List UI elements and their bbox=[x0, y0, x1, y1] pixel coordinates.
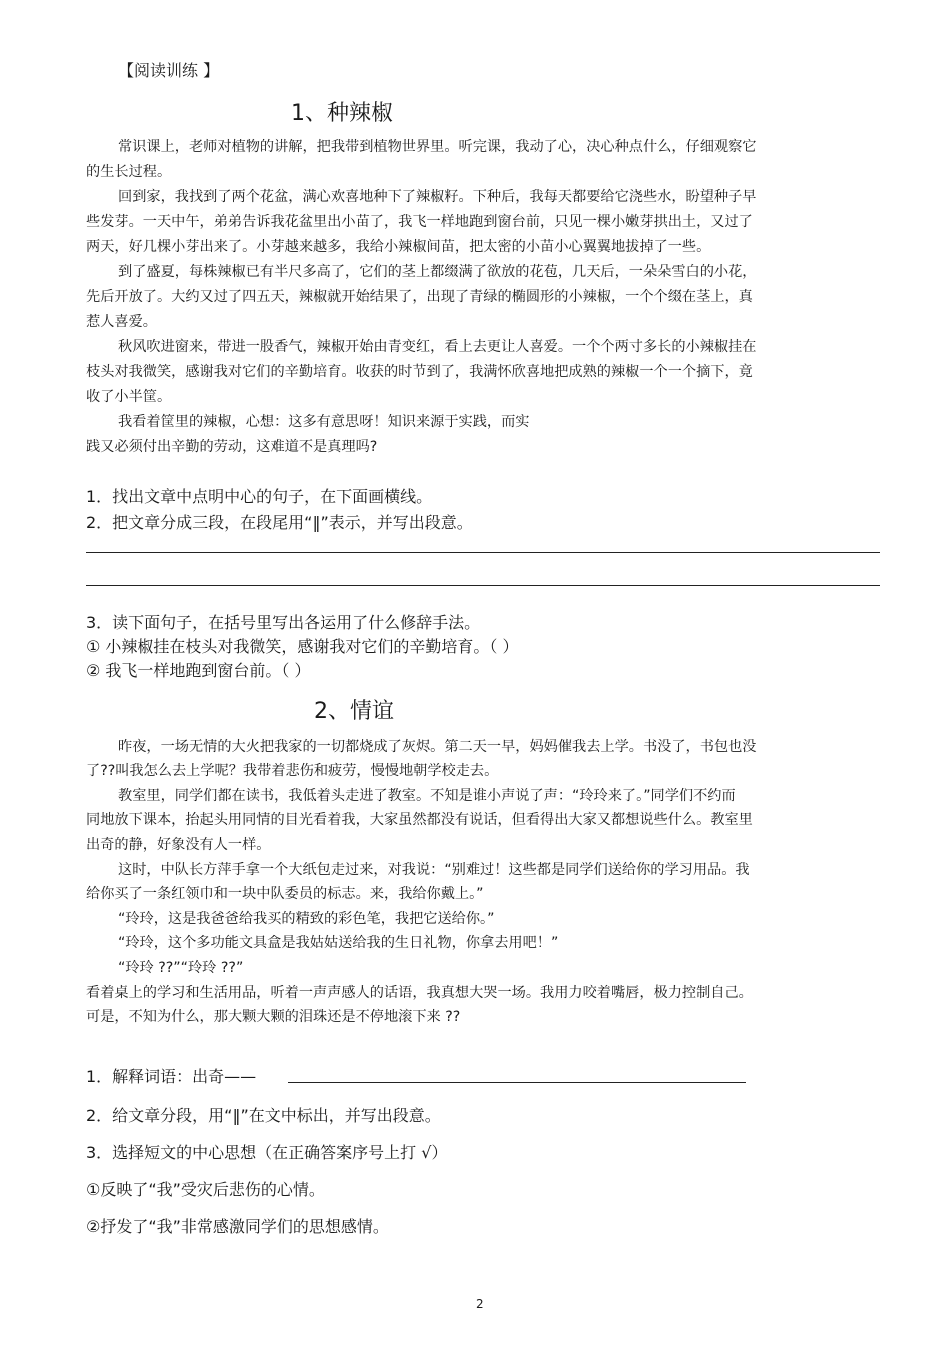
question-1: 1．解释词语：出奇—— bbox=[86, 1067, 257, 1086]
page-number: 2 bbox=[476, 1297, 484, 1311]
paragraph-line: 我看着筐里的辣椒，心想：这多有意思呀！知识来源于实践，而实 bbox=[118, 414, 530, 430]
question-3: 3．选择短文的中心思想（在正确答案序号上打 √） bbox=[86, 1143, 448, 1162]
question-3-item-2: ② 我飞一样地跑到窗台前。（ ） bbox=[86, 661, 311, 680]
paragraph-line: 给你买了一条红领巾和一块中队委员的标志。来，我给你戴上。” bbox=[86, 886, 484, 902]
question-1: 1．找出文章中点明中心的句子，在下面画横线。 bbox=[86, 487, 433, 506]
paragraph-line: “玲玲，这个多功能文具盒是我姑姑送给我的生日礼物，你拿去用吧！” bbox=[118, 935, 559, 951]
question-2: 2．把文章分成三段，在段尾用“‖”表示，并写出段意。 bbox=[86, 513, 473, 532]
answer-line[interactable] bbox=[86, 585, 880, 586]
paragraph-line: 收了小半筐。 bbox=[86, 389, 172, 405]
paragraph-line: 了??叫我怎么去上学呢？我带着悲伤和疲劳，慢慢地朝学校走去。 bbox=[86, 763, 499, 779]
article-title-1: 1、种辣椒 bbox=[291, 101, 393, 126]
paragraph-line: 可是，不知为什么，那大颗大颗的泪珠还是不停地滚下来 ?? bbox=[86, 1009, 461, 1025]
paragraph-line: 践又必须付出辛勤的劳动，这难道不是真理吗? bbox=[86, 439, 378, 455]
paragraph-line: 先后开放了。大约又过了四五天，辣椒就开始结果了，出现了青绿的椭圆形的小辣椒，一个个缀在茎上，真 bbox=[86, 289, 753, 305]
paragraph-line: 教室里，同学们都在读书，我低着头走进了教室。不知是谁小声说了声：“玲玲来了。”同学们不约而 bbox=[118, 788, 736, 804]
paragraph-line: 这时，中队长方萍手拿一个大纸包走过来，对我说：“别难过！这些都是同学们送给你的学习用品。我 bbox=[118, 862, 750, 878]
paragraph-line: “玲玲 ??”“玲玲 ??” bbox=[118, 960, 244, 976]
paragraph-line: 些发芽。一天中午，弟弟告诉我花盆里出小苗了，我飞一样地跑到窗台前，只见一棵小嫩芽拱出土，又过了 bbox=[86, 214, 753, 230]
paragraph-line: 出奇的静，好象没有人一样。 bbox=[86, 837, 271, 853]
paragraph-line: 同地放下课本，抬起头用同情的目光看着我，大家虽然都没有说话，但看得出大家又都想说些什么。教室里 bbox=[86, 812, 753, 828]
paragraph-line: 秋风吹进窗来，带进一股香气，辣椒开始由青变红，看上去更让人喜爱。一个个两寸多长的小辣椒挂在 bbox=[118, 339, 757, 355]
paragraph-line: 回到家，我找到了两个花盆，满心欢喜地种下了辣椒籽。下种后，我每天都要给它浇些水，盼望种子早 bbox=[118, 189, 757, 205]
paragraph-line: 到了盛夏，每株辣椒已有半尺多高了，它们的茎上都缀满了欲放的花苞，几天后，一朵朵雪白的小花， bbox=[118, 264, 757, 280]
question-3: 3．读下面句子，在括号里写出各运用了什么修辞手法。 bbox=[86, 613, 481, 632]
paragraph-line: 枝头对我微笑，感谢我对它们的辛勤培育。收获的时节到了，我满怀欣喜地把成熟的辣椒一个一个摘下，竟 bbox=[86, 364, 753, 380]
question-2: 2．给文章分段，用“‖”在文中标出，并写出段意。 bbox=[86, 1106, 441, 1125]
answer-line[interactable] bbox=[288, 1082, 746, 1083]
article-title-2: 2、情谊 bbox=[314, 699, 394, 724]
paragraph-line: “玲玲，这是我爸爸给我买的精致的彩色笔，我把它送给你。” bbox=[118, 911, 495, 927]
option-1[interactable]: ①反映了“我”受灾后悲伤的心情。 bbox=[86, 1180, 325, 1199]
section-header: 【阅读训练 】 bbox=[118, 61, 220, 80]
paragraph-line: 看着桌上的学习和生活用品，听着一声声感人的话语，我真想大哭一场。我用力咬着嘴唇，极力控制自己。 bbox=[86, 985, 753, 1001]
option-2[interactable]: ②抒发了“我”非常感激同学们的思想感情。 bbox=[86, 1217, 389, 1236]
answer-line[interactable] bbox=[86, 552, 880, 553]
paragraph-line: 两天，好几棵小芽出来了。小芽越来越多，我给小辣椒间苗，把太密的小苗小心翼翼地拔掉了一些。 bbox=[86, 239, 711, 255]
paragraph-line: 惹人喜爱。 bbox=[86, 314, 157, 330]
paragraph-line: 昨夜，一场无情的大火把我家的一切都烧成了灰烬。第二天一早，妈妈催我去上学。书没了，书包也没 bbox=[118, 739, 757, 755]
paragraph-line: 的生长过程。 bbox=[86, 164, 172, 180]
question-3-item-1: ① 小辣椒挂在枝头对我微笑，感谢我对它们的辛勤培育。（ ） bbox=[86, 637, 519, 656]
paragraph-line: 常识课上，老师对植物的讲解，把我带到植物世界里。听完课，我动了心，决心种点什么，仔细观察它 bbox=[118, 139, 757, 155]
